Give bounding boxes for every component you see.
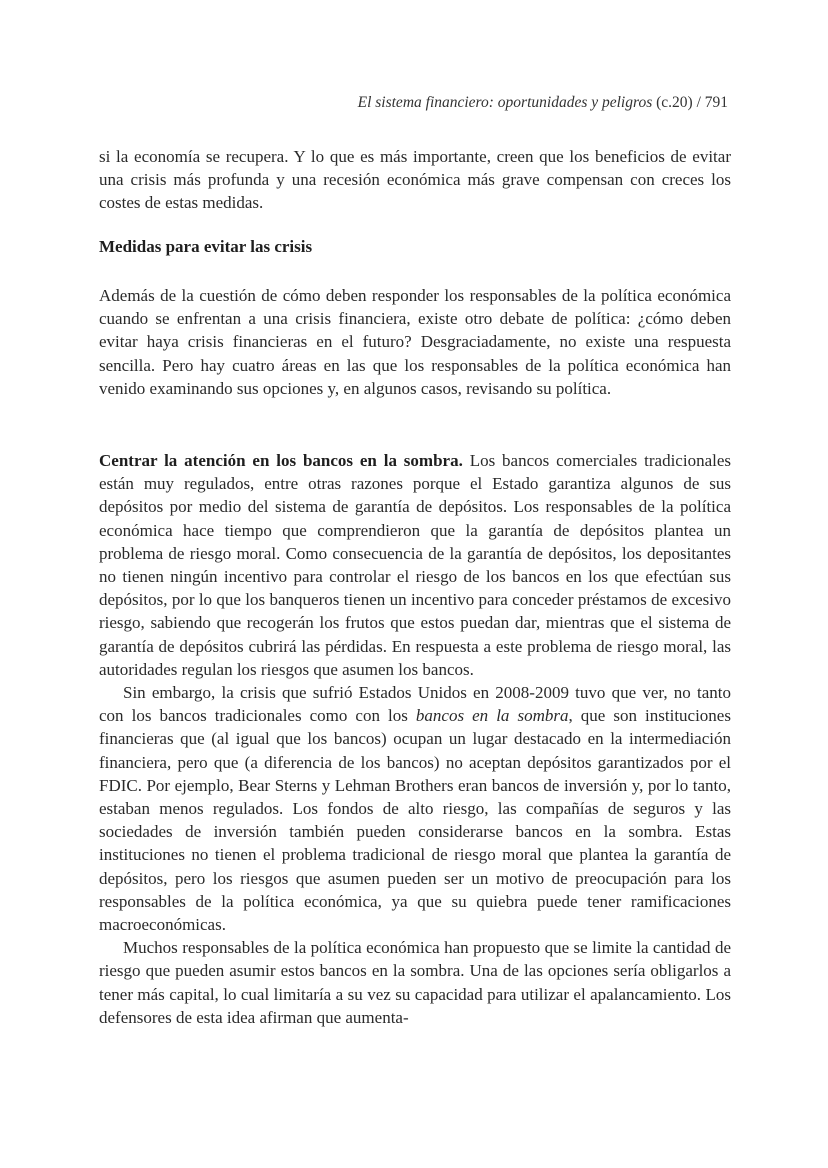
continuation-paragraph: si la economía se recupera. Y lo que es más importante, creen que los beneficios de evitar una crisis más profunda y una recesión económica más grave compensan con creces los costes de estas medidas. — [99, 147, 731, 213]
header-separator: / — [696, 94, 701, 111]
shadow-banks-term: bancos en la sombra — [415, 706, 569, 726]
continuation-block — [99, 145, 731, 215]
shadow-banks-block — [99, 449, 731, 1029]
shadow-banks-text: Los bancos comerciales tradicionales están muy regulados, entre otras razones porque el Estado garantiza algunos de sus depósitos por medio del sistema de garantía de depósitos. Los responsables de la política económica hace tiempo que comprendieron que la garantía de depósitos plantea un problema de riesgo moral. Como consecuencia de la garantía de depósitos, los depositantes no tienen ningún incentivo para controlar el riesgo de los bancos en los que efectúan sus depósitos, por lo que los banqueros tienen un incentivo para conceder préstamos de excesivo riesgo, sabiendo que recogerán los frutos que estos puedan dar, mientras que el sistema de garantía de depósitos cubrirá las pérdidas. En respuesta a este problema de riesgo moral, las autoridades regulan los riesgos que asumen los bancos. — [99, 451, 731, 679]
chapter-number: (c.20) — [656, 94, 693, 111]
shadow-banks-paragraph — [99, 449, 731, 681]
shadow-banks-heading: Centrar la atención en los bancos en la sombra. — [99, 451, 463, 470]
section-heading: Medidas para evitar las crisis — [99, 237, 313, 256]
intro-block — [99, 284, 731, 400]
page-number: 791 — [704, 94, 728, 111]
running-header — [358, 94, 728, 112]
paragraph-2-start: Sin embargo, la crisis que sufrió Estados Unidos en 2008-2009 tuvo que ver, no tanto con los bancos tradicionales como con los — [99, 683, 731, 726]
running-title: El sistema financiero: oportunidades y peligros — [357, 94, 653, 111]
intro-paragraph: Además de la cuestión de cómo deben responder los responsables de la política económica cuando se enfrentan a una crisis financiera, existe otro debate de política: ¿cómo deben evitar haya crisis financieras en el futuro? Desgraciadamente, no existe una respuesta sencilla. Pero hay cuatro áreas en las que los responsables de la política económica han venido examinando sus opciones y, en algunos casos, revisando su política. — [99, 286, 731, 398]
paragraph-3: Muchos responsables de la política económica han propuesto que se limite la cantidad de riesgo que pueden asumir estos bancos en la sombra. Una de las opciones sería obligarlos a tener más capital, lo cual limitaría a su vez su capacidad para utilizar el apalancamiento. Los defensores de esta idea afirman que aumenta- — [99, 938, 731, 1027]
paragraph-2-end: , que son instituciones financieras que (al igual que los bancos) ocupan un lugar destacado en la intermediación financiera, pero que (a diferencia de los bancos) no aceptan depósitos garantizados por el FDIC. Por ejemplo, Bear Sterns y Lehman Brothers eran bancos de inversión y, por lo tanto, estaban menos regulados. Los fondos de alto riesgo, las compañías de seguros y las sociedades de inversión también pueden considerarse bancos en la sombra. Estas instituciones no tienen el problema tradicional de riesgo moral que plantea la garantía de depósitos, pero los riesgos que asumen pueden ser un motivo de preocupación para los responsables de la política económica, ya que su quiebra puede tener ramificaciones macroeconómicas. — [99, 706, 731, 935]
paragraph-2 — [99, 681, 731, 936]
